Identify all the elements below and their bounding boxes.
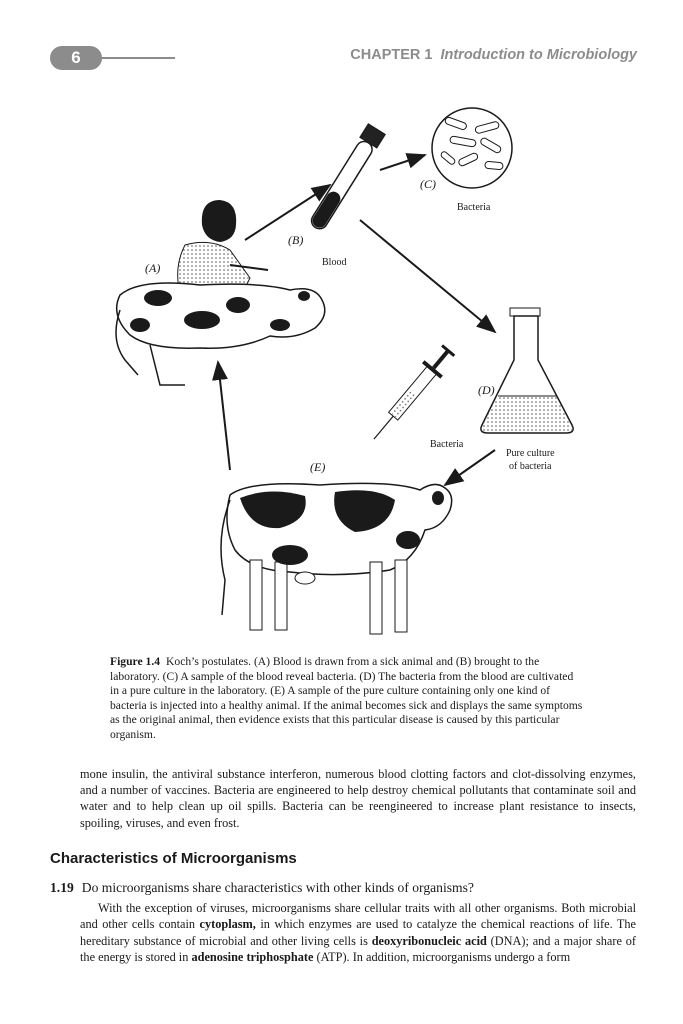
culture-flask (481, 308, 573, 433)
figure-label: Figure 1.4 (110, 655, 161, 668)
koch-postulates-figure (90, 100, 610, 640)
answer-text-2: in which enzymes are used to catalyze the chemical reactions of life. The hereditary substance of microbial and other living cells is (80, 917, 637, 948)
page-number: 6 (71, 48, 81, 67)
figure-illustration (90, 100, 610, 640)
label-c: (C) (420, 177, 436, 191)
label-b: (B) (288, 233, 304, 247)
chapter-title: Introduction to Microbiology (440, 47, 637, 63)
question (50, 880, 640, 896)
label-bacteria-c: Bacteria (457, 202, 491, 213)
term-cytoplasm: cytoplasm, (199, 917, 256, 932)
body-paragraph: mone insulin, the antiviral substance interferon, numerous blood clotting factors and clot-dissolving enzymes, and a number of vaccines. Bacteria are engineered to help destroy chemical pollutants that contaminate soil and water and to help clean up oil spills. Bacteria can be reengineered to increase plant resistance to insects, spoiling, viruses, and even frost. (80, 767, 636, 830)
running-header (350, 47, 637, 63)
syringe (365, 342, 459, 447)
arrow-d-to-e (445, 450, 495, 485)
header-rule (100, 57, 175, 59)
arrow-b-to-c (380, 155, 425, 170)
term-dna: deoxyribonucleic acid (371, 933, 487, 948)
answer-text-3: (DNA); and a major share of the energy is stored in (80, 933, 636, 965)
label-pure-culture-2: of bacteria (509, 461, 552, 472)
label-e: (E) (310, 460, 326, 474)
label-pure-culture-1: Pure culture (506, 448, 555, 459)
answer-text-4: (ATP). In addition, microorganisms undergo a form (313, 950, 571, 965)
answer-paragraph (80, 900, 636, 966)
label-blood: Blood (322, 257, 347, 268)
arrow-b-to-d (360, 220, 495, 332)
question-number: 1.19 (50, 880, 74, 895)
label-d: (D) (478, 383, 495, 397)
sick-cow (116, 283, 325, 385)
blood-test-tube (307, 124, 385, 233)
chapter-label: CHAPTER 1 (350, 47, 433, 63)
caption-text: Koch’s postulates. (A) Blood is drawn from a sick animal and (B) brought to the laboratory. (C) A sample of the blood reveal bacteria. (D) The bacteria from the blood are cultivated in a pure culture in the laboratory. (E) A sample of the pure culture containing only one kind of bacteria is injected into a healthy animal. If the animal becomes sick and displays the same symptoms as the original animal, then evidence exists that this particular disease is caused by this particular organism. (110, 655, 583, 741)
page-number-badge (50, 46, 102, 70)
answer-text-1: With the exception of viruses, microorganisms share cellular traits with all other organisms. Both microbial and other cells contain (80, 901, 636, 932)
label-bacteria-e: Bacteria (430, 439, 464, 450)
question-text: Do microorganisms share characteristics with other kinds of organisms? (81, 880, 474, 895)
arrow-e-to-a (218, 362, 230, 470)
figure-caption (110, 655, 585, 743)
term-atp: adenosine triphosphate (191, 950, 314, 965)
label-a: (A) (145, 261, 161, 275)
bacteria-micrograph (432, 108, 512, 188)
section-heading: Characteristics of Microorganisms (50, 850, 297, 867)
healthy-cow (221, 483, 452, 634)
